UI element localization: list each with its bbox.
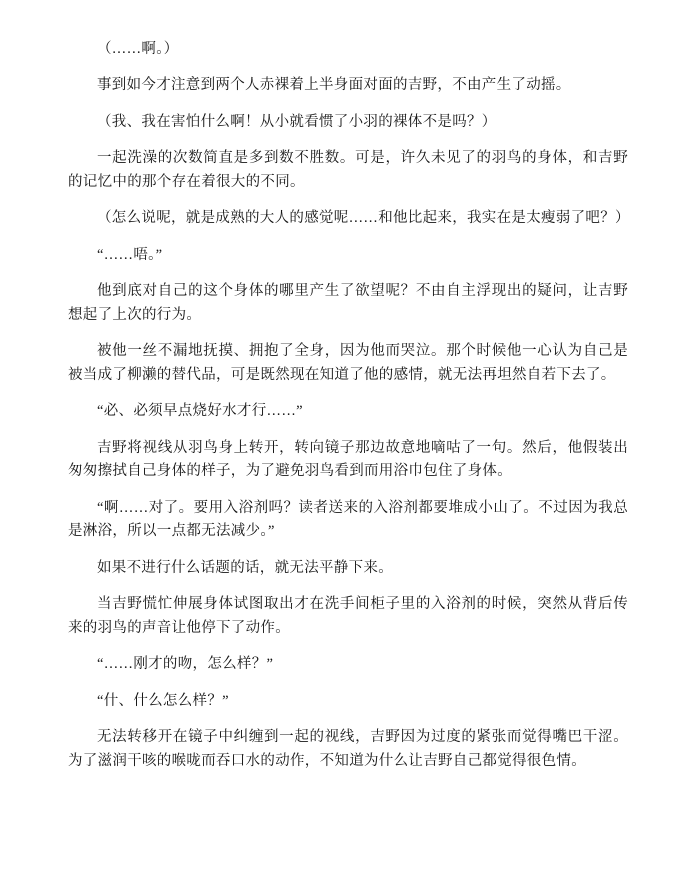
paragraph: 一起洗澡的次数简直是多到数不胜数。可是，许久未见了的羽鸟的身体，和吉野的记忆中的那个存在着很大的不同。 bbox=[68, 150, 628, 190]
paragraph: “必、必须早点烧好水才行……” bbox=[97, 403, 303, 420]
paragraph: 如果不进行什么话题的话，就无法平静下来。 bbox=[97, 559, 393, 576]
paragraph: “啊……对了。要用入浴剂吗？读者送来的入浴剂都要堆成小山了。不过因为我总是淋浴，所以一点都无法减少。” bbox=[68, 499, 628, 540]
document-body bbox=[68, 38, 628, 773]
paragraph: （……啊。） bbox=[97, 41, 179, 57]
paragraph: “……唔。” bbox=[97, 246, 163, 263]
paragraph: 吉野将视线从羽鸟身上转开，转向镜子那边故意地嘀咕了一句。然后，他假装出匆匆擦拭自己身体的样子，为了避免羽鸟看到而用浴巾包住了身体。 bbox=[68, 439, 628, 480]
paragraph: 他到底对自己的这个身体的哪里产生了欲望呢？不由自主浮现出的疑问，让吉野想起了上次的行为。 bbox=[68, 283, 628, 323]
paragraph: “……刚才的吻，怎么样？” bbox=[97, 656, 274, 673]
paragraph: 事到如今才注意到两个人赤裸着上半身面对面的吉野，不由产生了动摇。 bbox=[97, 77, 571, 94]
paragraph: 无法转移开在镜子中纠缠到一起的视线，吉野因为过度的紧张而觉得嘴巴干涩。为了滋润干咳的喉咙而吞口水的动作，不知道为什么让吉野自己都觉得很色情。 bbox=[68, 729, 628, 769]
paragraph: （怎么说呢，就是成熟的大人的感觉呢……和他比起来，我实在是太瘦弱了吧？） bbox=[97, 210, 630, 227]
paragraph: 当吉野慌忙伸展身体试图取出才在洗手间柜子里的入浴剂的时候，突然从背后传来的羽鸟的声音让他停下了动作。 bbox=[68, 596, 628, 636]
paragraph: （我、我在害怕什么啊！从小就看惯了小羽的裸体不是吗？） bbox=[97, 113, 497, 130]
paragraph: 被他一丝不漏地抚摸、拥抱了全身，因为他而哭泣。那个时候他一心认为自己是被当成了柳濑的替代品，可是既然现在知道了他的感情，就无法再坦然自若下去了。 bbox=[68, 343, 628, 383]
paragraph: “什、什么怎么样？” bbox=[97, 692, 229, 709]
